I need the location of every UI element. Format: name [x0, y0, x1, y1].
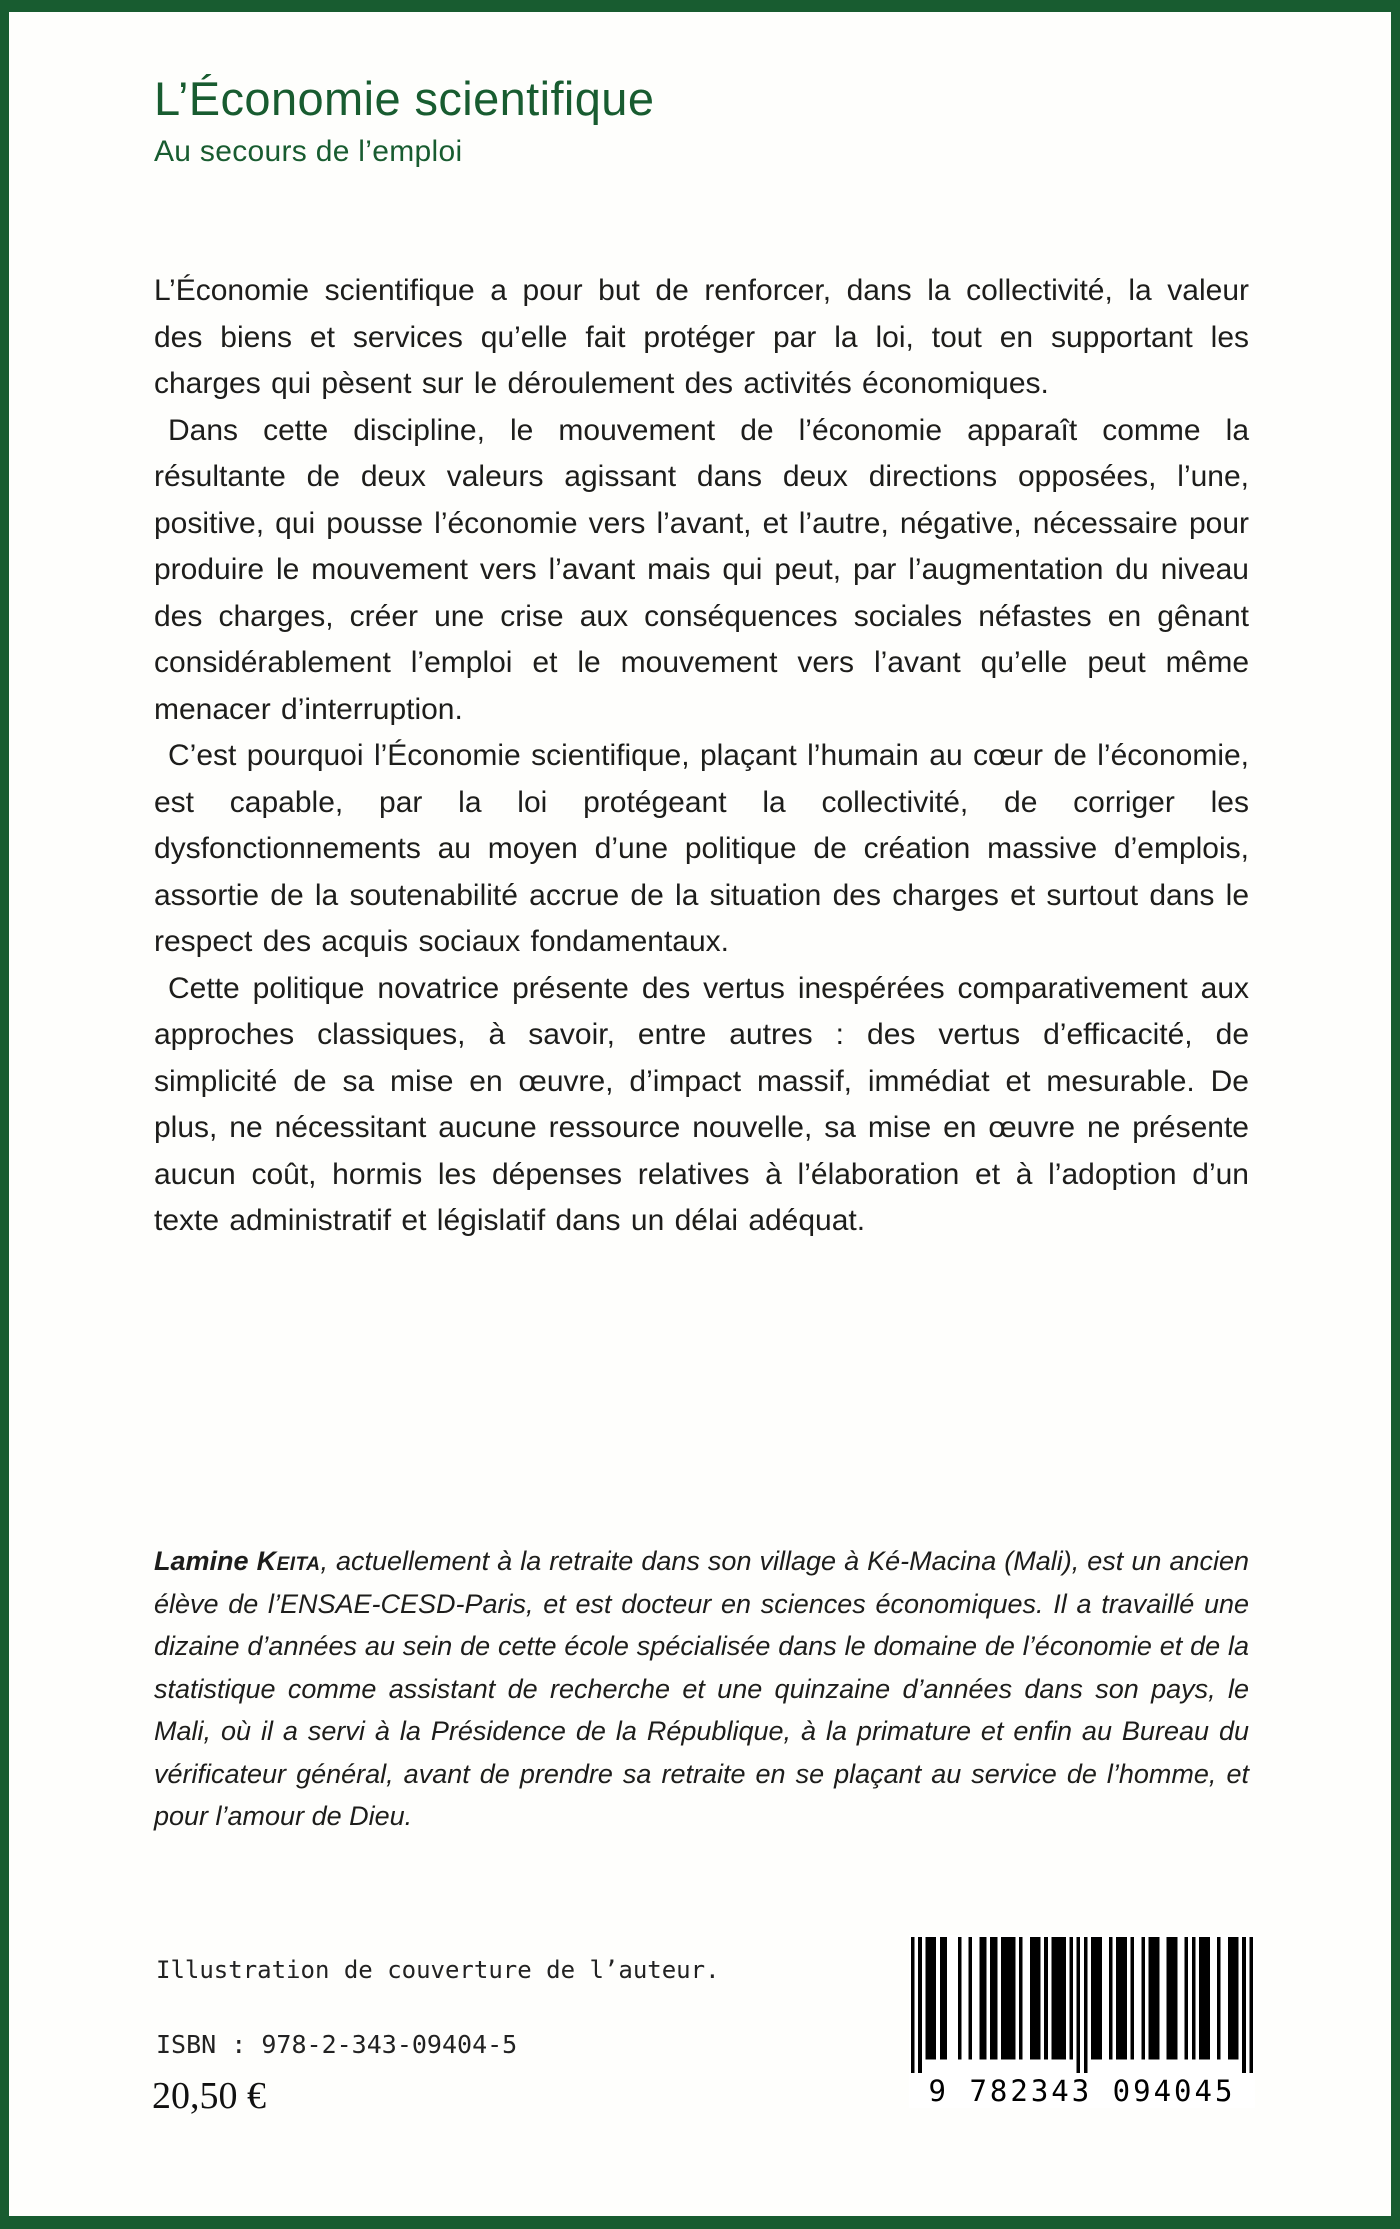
author-last-name: Keita — [256, 1546, 321, 1576]
synopsis-paragraph: Dans cette discipline, le mouvement de l’économie apparaît comme la résultante de deux valeurs agissant dans deux directions opposées, l’une, positive, qui pousse l’économie vers l’avant, et l’autre, négative, nécessaire pour produire le mouvement vers l’avant mais qui peut, par l’augmentation du niveau des charges, créer une crise aux conséquences sociales néfastes en gênant considérablement l’emploi et le mouvement vers l’avant qu’elle peut même menacer d’interruption. — [154, 413, 1249, 726]
barcode-bars — [911, 1937, 1253, 2073]
header — [154, 72, 654, 169]
synopsis-paragraph: C’est pourquoi l’Économie scientifique, plaçant l’humain au cœur de l’économie, est capable, par la loi protégeant la collectivité, de corriger les dysfonctionnements au moyen d’une politique de création massive d’emplois, assortie de la soutenabilité accrue de la situation des charges et surtout dans le respect des acquis sociaux fondamentaux. — [154, 739, 1249, 958]
synopsis-paragraph: L’Économie scientifique a pour but de renforcer, dans la collectivité, la valeur des biens et services qu’elle fait protéger par la loi, tout en supportant les charges qui pèsent sur le déroulement des activités économiques. — [154, 274, 1249, 400]
isbn: ISBN : 978-2-343-09404-5 — [156, 2030, 518, 2059]
author-bio-text: , actuellement à la retraite dans son village à Ké-Macina (Mali), est un ancien élève de l’ENSAE-CESD-Paris, et est docteur en sciences économiques. Il a travaillé une dizaine d’années au sein de cette école spécialisée dans le domaine de l’économie et de la statistique comme assistant de recherche et une quinzaine d’années dans son pays, le Mali, où il a servi à la Présidence de la République, à la primature et enfin au Bureau du vérificateur général, avant de prendre sa retraite en se plaçant au service de l’homme, et pour l’amour de Dieu. — [154, 1546, 1250, 1831]
barcode-number: 9 782343 094045 — [928, 2074, 1236, 2108]
author-first-name: Lamine — [154, 1546, 257, 1576]
book-subtitle: Au secours de l’emploi — [154, 135, 463, 169]
synopsis — [154, 268, 1249, 1245]
illustration-credit: Illustration de couverture de l’auteur. — [156, 1956, 720, 1984]
author-bio — [154, 1540, 1249, 1838]
barcode — [909, 1935, 1255, 2108]
book-title: L’Économie scientifique — [154, 72, 655, 125]
price: 20,50 € — [152, 2075, 266, 2117]
synopsis-paragraph: Cette politique novatrice présente des vertus inespérées comparativement aux approches classiques, à savoir, entre autres : des vertus d’efficacité, de simplicité de sa mise en œuvre, d’impact massif, immédiat et mesurable. De plus, ne nécessitant aucune ressource nouvelle, sa mise en œuvre ne présente aucun coût, hormis les dépenses relatives à l’élaboration et à l’adoption d’un texte administratif et législatif dans un délai adéquat. — [154, 971, 1249, 1237]
